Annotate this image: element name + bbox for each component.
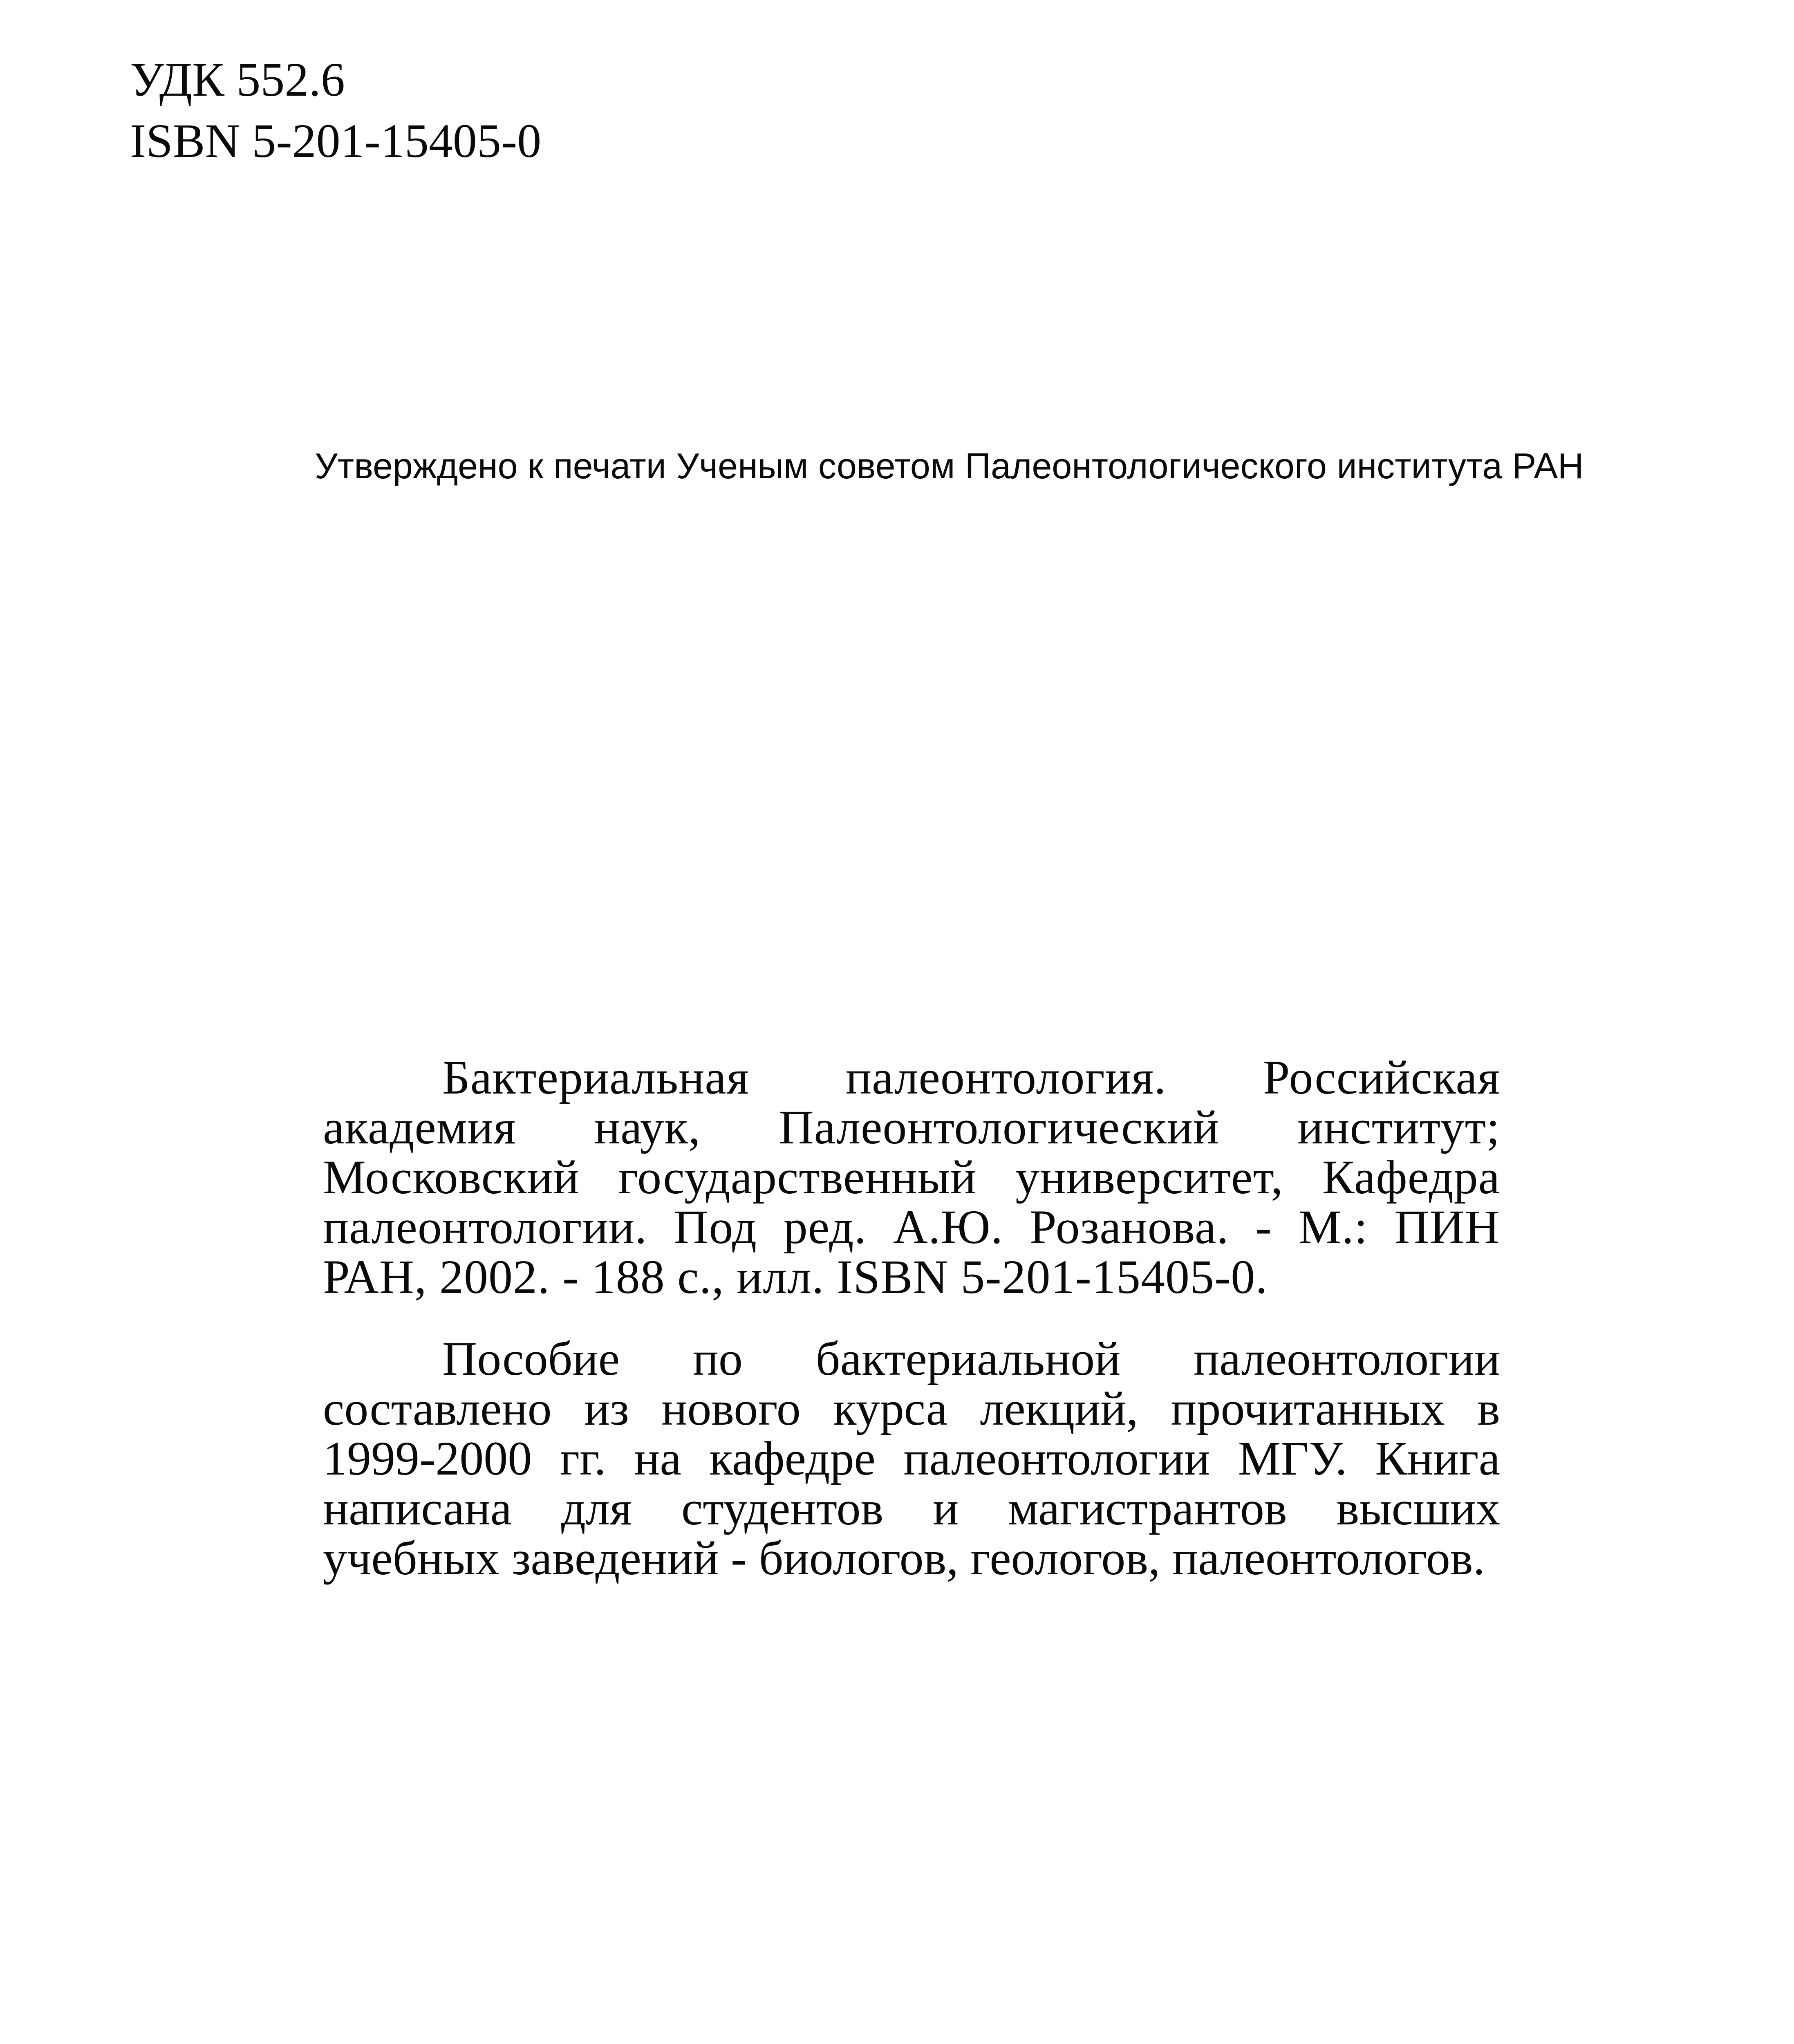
book-description: Пособие по бактериальной палеонтологии составлено из нового курса лекций, прочитанных в 1999-2000 гг. на кафедре палеонтологии МГУ. Книга написана для студентов и магистрантов высших учебных заведений - биологов, геологов, палеонтологов. xyxy=(323,1332,1500,1585)
bibliographic-citation: Бактериальная палеонтология. Российская академия наук, Палеонтологический институт; Московский государственный университет, Кафедра палеонтологии. Под ред. А.Ю. Розанова. - М.: ПИН РАН, 2002. - 188 с., илл. ISBN 5-201-15405-0. xyxy=(323,1051,1500,1304)
header-codes xyxy=(130,49,541,172)
approval-note: Утверждено к печати Ученым советом Палеонтологического института РАН xyxy=(315,446,1584,486)
isbn-code: ISBN 5-201-15405-0 xyxy=(130,114,542,168)
abstract-block xyxy=(323,1053,1500,1583)
udk-code: УДК 552.6 xyxy=(130,53,345,106)
